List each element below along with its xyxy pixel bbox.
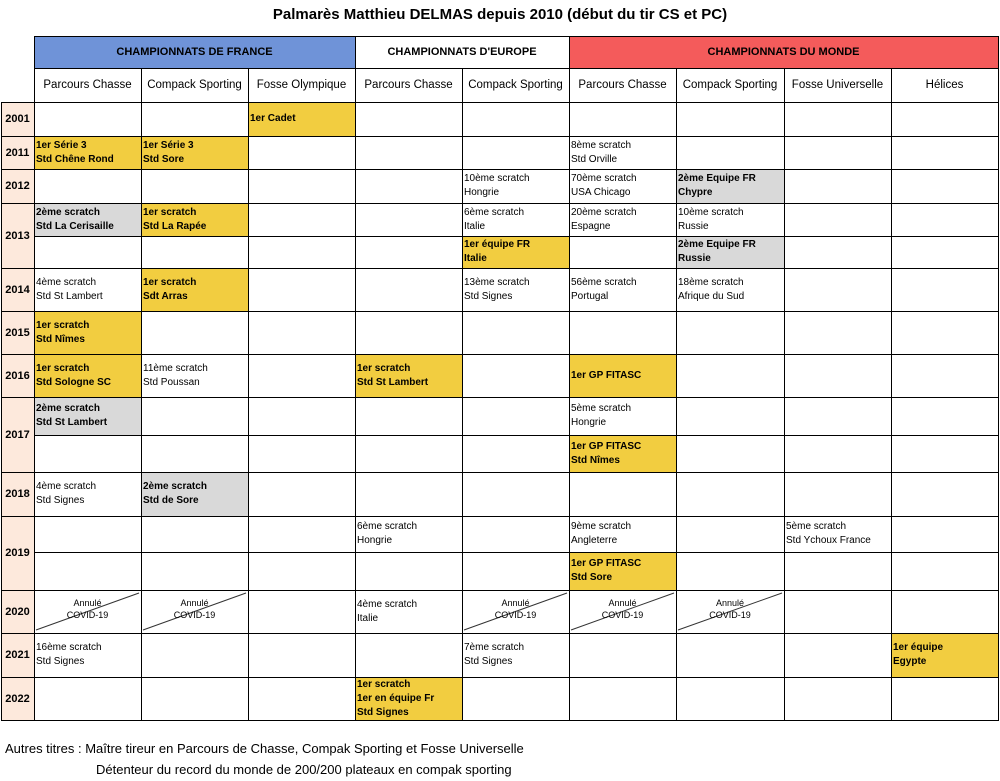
result-cell [355, 354, 462, 397]
year-label: 2021 [5, 649, 30, 661]
column-header-3: Parcours Chasse [364, 79, 453, 91]
result-line: 2ème scratch [36, 206, 100, 218]
result-line: Russie [678, 220, 709, 232]
result-line: 1er GP FITASC [571, 440, 642, 452]
result-line: Espagne [571, 220, 611, 232]
result-line: 1er Cadet [250, 113, 296, 124]
result-line: Std Sologne SC [36, 376, 111, 388]
cancelled-cell [676, 590, 784, 633]
cancelled-label: Annulé [608, 598, 637, 608]
result-cell [34, 311, 141, 354]
result-line: 9ème scratch [571, 521, 632, 532]
result-line: 13ème scratch [464, 276, 530, 288]
result-cell [34, 354, 141, 397]
result-line: 1er scratch [36, 319, 90, 331]
result-cell [676, 169, 784, 203]
year-label: 2018 [5, 488, 30, 500]
result-cell [569, 435, 676, 472]
result-line: 2ème scratch [36, 403, 100, 414]
result-line: 56ème scratch [571, 276, 637, 288]
result-line: Std Signes [357, 706, 409, 718]
year-label: 2011 [5, 146, 30, 159]
result-line: 5ème scratch [571, 403, 632, 414]
grid-line [34, 435, 999, 436]
result-cell [34, 268, 141, 311]
result-line: Std Chêne Rond [36, 153, 114, 165]
result-line: Std Sore [143, 153, 185, 165]
result-line: 7ème scratch [464, 642, 525, 653]
year-label: 2020 [5, 605, 30, 618]
grid-line [1, 397, 999, 398]
group-header-0: CHAMPIONNATS DE FRANCE [34, 36, 355, 68]
result-cell [355, 590, 462, 633]
year-label: 2015 [5, 326, 30, 339]
grid-line [1, 311, 999, 312]
grid-line [1, 720, 999, 721]
result-cell [462, 169, 569, 203]
result-line: 10ème scratch [678, 206, 744, 218]
result-line: Italie [357, 612, 379, 624]
result-line: 20ème scratch [571, 206, 637, 218]
group-header-1: CHAMPIONNATS D'EUROPE [355, 36, 569, 68]
result-line: 18ème scratch [678, 276, 744, 288]
result-line: Std Signes [464, 656, 513, 667]
result-cell [34, 397, 141, 435]
grid-line [891, 68, 892, 721]
result-line: Std Sore [571, 572, 613, 583]
result-cell [141, 136, 248, 169]
result-line: Std Signes [36, 656, 85, 667]
result-cell [34, 136, 141, 169]
year-label: 2001 [5, 113, 30, 125]
result-cell [569, 552, 676, 590]
result-cell [462, 236, 569, 268]
grid-line [1, 677, 999, 678]
year-label: 2016 [5, 369, 30, 382]
result-cell [891, 633, 998, 677]
result-cell [462, 633, 569, 677]
year-label: 2012 [5, 180, 30, 192]
cancelled-label: Annulé [501, 598, 530, 608]
result-line: Std Signes [36, 495, 85, 506]
result-line: USA Chicago [571, 187, 631, 198]
result-cell [569, 397, 676, 435]
grid-line [1, 102, 999, 103]
result-cell [141, 472, 248, 516]
result-line: Std Ychoux France [786, 535, 871, 546]
result-cell [355, 516, 462, 552]
grid-line [34, 552, 999, 553]
cancelled-reason: COVID-19 [601, 610, 644, 620]
cancelled-label: Annulé [73, 598, 102, 608]
cancelled-reason: COVID-19 [709, 610, 751, 620]
result-line: 1er équipe FR [464, 239, 531, 250]
footer-line-2: Détenteur du record du monde de 200/200 plateaux en compak sporting [96, 762, 512, 777]
result-cell [34, 472, 141, 516]
cancelled-label: Annulé [715, 598, 745, 608]
result-line: Chypre [678, 187, 713, 198]
result-line: 1er scratch [357, 678, 411, 690]
column-header-2: Fosse Olympique [256, 79, 347, 91]
result-cell [676, 268, 784, 311]
cancelled-reason: COVID-19 [173, 610, 216, 620]
cancelled-cell [141, 590, 248, 633]
result-line: Russie [678, 253, 711, 264]
result-line: Std Poussan [143, 376, 200, 388]
result-line: 2ème Equipe FR [678, 239, 756, 250]
result-cell [676, 203, 784, 236]
result-cell [569, 516, 676, 552]
result-line: Italie [464, 220, 486, 232]
result-line: 4ème scratch [357, 598, 418, 610]
result-line: 4ème scratch [36, 276, 97, 288]
result-cell [462, 268, 569, 311]
result-cell [248, 102, 355, 136]
grid-line [998, 36, 999, 721]
result-line: Egypte [893, 656, 927, 667]
result-line: 1er scratch [143, 206, 197, 218]
column-header-0: Parcours Chasse [43, 79, 132, 91]
result-line: 10ème scratch [464, 173, 530, 184]
column-header-5: Parcours Chasse [578, 79, 667, 91]
column-header-6: Compack Sporting [682, 79, 778, 91]
result-cell [569, 136, 676, 169]
result-line: Std Orville [571, 153, 618, 165]
result-line: 2ème Equipe FR [678, 173, 756, 184]
result-line: 1er scratch [143, 276, 197, 288]
column-header-7: Fosse Universelle [791, 79, 884, 91]
cancelled-reason: COVID-19 [66, 610, 109, 620]
column-header-8: Hélices [925, 79, 964, 91]
result-line: Std La Cerisaille [36, 220, 114, 232]
result-cell [676, 236, 784, 268]
result-line: 1er scratch [357, 362, 411, 374]
page-title: Palmarès Matthieu DELMAS depuis 2010 (début du tir CS et PC) [272, 6, 728, 23]
result-cell [784, 516, 891, 552]
result-cell [141, 354, 248, 397]
result-line: Std St Lambert [357, 376, 429, 388]
result-line: 70ème scratch [571, 173, 637, 184]
result-cell [34, 203, 141, 236]
result-cell [569, 268, 676, 311]
result-cell [355, 677, 462, 720]
group-header-2: CHAMPIONNATS DU MONDE [569, 36, 998, 68]
result-line: Std de Sore [143, 495, 199, 506]
result-line: 6ème scratch [464, 206, 525, 218]
result-line: Std Nîmes [36, 333, 85, 345]
result-line: Sdt Arras [143, 290, 188, 302]
result-line: 4ème scratch [36, 481, 97, 492]
result-line: 1er scratch [36, 362, 90, 374]
grid-line [248, 68, 249, 721]
result-line: Afrique du Sud [678, 290, 745, 302]
result-cell [569, 169, 676, 203]
result-line: Std La Rapée [143, 220, 207, 232]
year-label: 2014 [5, 283, 30, 296]
result-line: 6ème scratch [357, 521, 418, 532]
result-line: 16ème scratch [36, 642, 102, 653]
year-label: 2022 [5, 692, 30, 705]
result-line: Std St Lambert [36, 290, 103, 302]
result-cell [141, 268, 248, 311]
cancelled-label: Annulé [180, 598, 209, 608]
result-line: Angleterre [571, 535, 618, 546]
cancelled-cell [34, 590, 141, 633]
year-label: 2019 [5, 547, 30, 559]
result-line: 1er Série 3 [143, 139, 194, 151]
grid-line [784, 68, 785, 721]
result-line: 1er GP FITASC [571, 558, 642, 569]
result-line: 1er équipe [893, 642, 944, 653]
footer-line-1: Autres titres : Maître tireur en Parcours de Chasse, Compak Sporting et Fosse Universelle [5, 741, 524, 756]
result-cell [34, 633, 141, 677]
result-line: Hongrie [357, 535, 393, 546]
cancelled-cell [462, 590, 569, 633]
result-cell [462, 203, 569, 236]
result-cell [569, 354, 676, 397]
result-line: 8ème scratch [571, 139, 632, 151]
result-line: 1er en équipe Fr [357, 692, 435, 704]
result-line: Std Nîmes [571, 454, 620, 466]
year-label: 2013 [5, 229, 30, 242]
result-cell [141, 203, 248, 236]
result-line: 5ème scratch [786, 521, 847, 532]
result-line: Std St Lambert [36, 417, 108, 428]
column-header-1: Compack Sporting [147, 79, 242, 91]
result-line: 1er Série 3 [36, 139, 87, 151]
result-line: Italie [464, 253, 487, 264]
result-line: Hongrie [464, 187, 500, 198]
cancelled-reason: COVID-19 [494, 610, 537, 620]
column-header-4: Compack Sporting [468, 79, 563, 91]
result-cell [569, 203, 676, 236]
cancelled-cell [569, 590, 676, 633]
year-label: 2017 [5, 428, 30, 441]
grid-line [34, 36, 999, 37]
result-line: 1er GP FITASC [571, 369, 642, 381]
result-line: 11ème scratch [143, 362, 208, 374]
result-line: 2ème scratch [143, 481, 207, 492]
result-line: Portugal [571, 290, 609, 302]
result-line: Hongrie [571, 417, 607, 428]
result-line: Std Signes [464, 290, 513, 302]
